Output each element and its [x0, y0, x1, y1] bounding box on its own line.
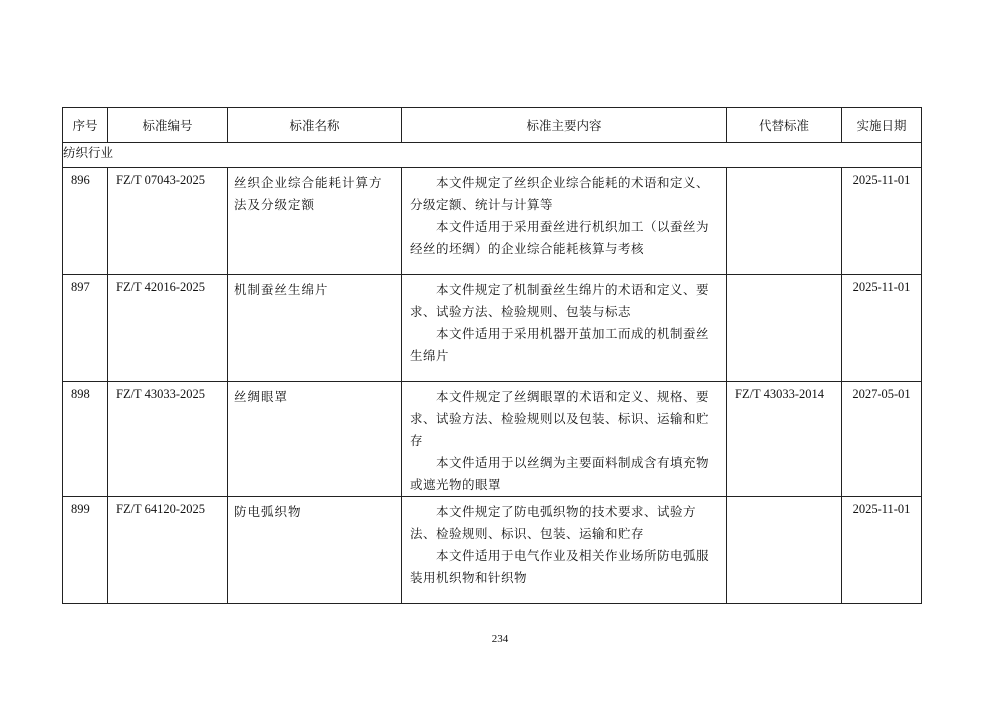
content-paragraph: 本文件适用于电气作业及相关作业场所防电弧服装用机织物和针织物	[410, 548, 710, 585]
row-content	[402, 382, 727, 497]
row-date: 2025-11-01	[842, 497, 922, 604]
content-paragraph: 本文件规定了防电弧织物的技术要求、试验方法、检验规则、标识、包装、运输和贮存	[410, 504, 697, 541]
row-name: 机制蚕丝生绵片	[228, 275, 402, 382]
header-row	[63, 108, 922, 143]
header-code: 标准编号	[108, 108, 228, 143]
table-row	[63, 497, 922, 604]
row-replaced	[727, 275, 842, 382]
row-serial: 898	[63, 382, 108, 497]
content-paragraph: 本文件规定了丝织企业综合能耗的术语和定义、分级定额、统计与计算等	[410, 175, 710, 212]
page-number: 234	[491, 633, 509, 645]
row-date: 2027-05-01	[842, 382, 922, 497]
header-serial: 序号	[63, 108, 108, 143]
row-serial: 897	[63, 275, 108, 382]
table-row	[63, 382, 922, 497]
table-row	[63, 168, 922, 275]
content-paragraph: 本文件规定了丝绸眼罩的术语和定义、规格、要求、试验方法、检验规则以及包装、标识、运输和贮存	[410, 389, 710, 448]
content-paragraph: 本文件适用于以丝绸为主要面料制成含有填充物或遮光物的眼罩	[410, 455, 710, 492]
row-serial: 899	[63, 497, 108, 604]
row-name: 丝绸眼罩	[228, 382, 402, 497]
row-replaced: FZ/T 43033-2014	[727, 382, 842, 497]
header-content: 标准主要内容	[402, 108, 727, 143]
row-code: FZ/T 64120-2025	[108, 497, 228, 604]
header-date: 实施日期	[842, 108, 922, 143]
row-code: FZ/T 43033-2025	[108, 382, 228, 497]
row-name: 防电弧织物	[228, 497, 402, 604]
content-paragraph: 本文件适用于采用机器开茧加工而成的机制蚕丝生绵片	[410, 326, 710, 363]
row-code: FZ/T 07043-2025	[108, 168, 228, 275]
row-content	[402, 275, 727, 382]
header-replaced: 代替标准	[727, 108, 842, 143]
row-replaced	[727, 497, 842, 604]
row-replaced	[727, 168, 842, 275]
content-paragraph: 本文件规定了机制蚕丝生绵片的术语和定义、要求、试验方法、检验规则、包装与标志	[410, 282, 710, 319]
content-paragraph: 本文件适用于采用蚕丝进行机织加工（以蚕丝为经丝的坯绸）的企业综合能耗核算与考核	[410, 219, 710, 256]
row-name: 丝织企业综合能耗计算方法及分级定额	[228, 168, 402, 275]
header-name: 标准名称	[228, 108, 402, 143]
category-row	[63, 143, 922, 168]
row-content	[402, 497, 727, 604]
category-label: 纺织行业	[63, 143, 922, 168]
row-date: 2025-11-01	[842, 168, 922, 275]
row-date: 2025-11-01	[842, 275, 922, 382]
row-serial: 896	[63, 168, 108, 275]
row-content	[402, 168, 727, 275]
row-code: FZ/T 42016-2025	[108, 275, 228, 382]
standards-table	[62, 107, 922, 604]
table-row	[63, 275, 922, 382]
